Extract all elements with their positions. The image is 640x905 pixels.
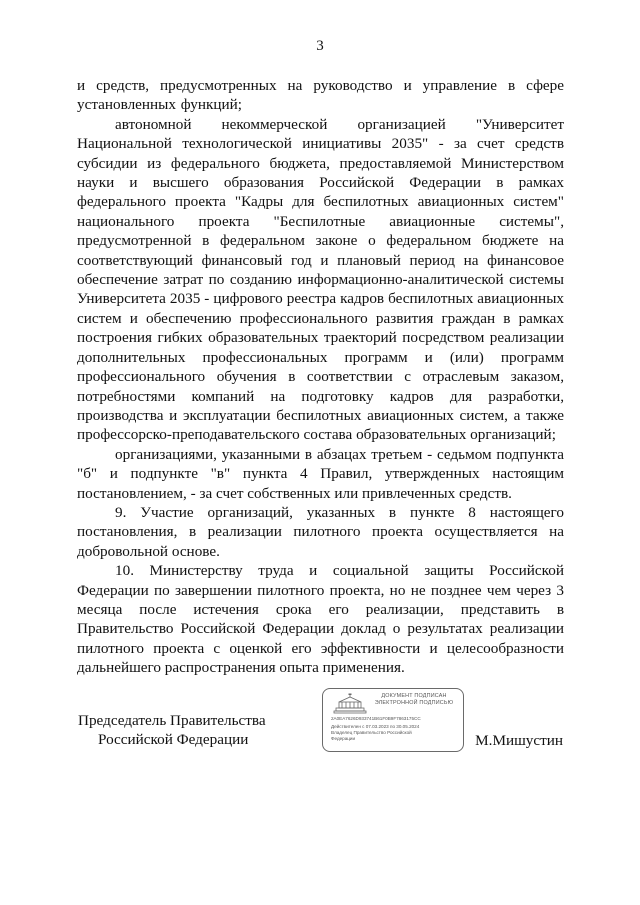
government-building-icon: [333, 693, 367, 715]
signatory-position-line2: Российской Федерации: [98, 731, 249, 749]
paragraph-funding-sources: и средств, предусмотренных на руководство и управление в сфере установленных функций;: [77, 77, 564, 114]
page-number: 3: [316, 38, 324, 54]
paragraph-item-10: 10. Министерству труда и социальной защиты Российской Федерации по завершении пилотного проекта, но не позднее чем через 3 месяца после истечения срока его реализации, представить в Правительство Российской Федерации доклад о результатах реализации пилотного проекта с оценкой его эффективности и целесообразности дальнейшего распространения опыта применения.: [77, 562, 564, 677]
stamp-title-line1: ДОКУМЕНТ ПОДПИСАН: [381, 693, 447, 699]
stamp-certificate-number: 2A0EA7626D933741B61F0B9F7863175CC: [331, 716, 421, 721]
document-body: [77, 76, 564, 678]
paragraph-item-9: 9. Участие организаций, указанных в пункте 8 настоящего постановления, в реализации пилотного проекта осуществляется на добровольной основе.: [77, 503, 564, 560]
paragraph-organizations-own-funds: организациями, указанными в абзацах третьем - седьмом подпункта "б" и подпункте "в" пункта 4 Правил, утвержденных настоящим постановлением, - за счет собственных или привлеченных средств.: [77, 445, 564, 502]
paragraph-university-2035: автономной некоммерческой организацией "Университет Национальной технологической инициативы 2035" - за счет средств субсидии из федерального бюджета, предоставляемой Министерством науки и высшего образования Российской Федерации в рамках федерального проекта "Кадры для беспилотных авиационных систем" национального проекта "Беспилотные авиационные системы", предусмотренной в федеральном законе о федеральном бюджете на соответствующий финансовый год и плановый период на финансовое обеспечение затрат по созданию информационно-аналитической системы Университета 2035 - цифрового реестра кадров беспилотных авиационных систем и обеспечению профессионального развития граждан в рамках построения гибких образовательных траекторий посредством реализации дополнительных профессиональных программ и (или) программ профессионального обучения в соответствии с отраслевым заказом, потребностями компаний на подготовку кадров для разработки, производства и эксплуатации беспилотных авиационных систем, а также профессорско-преподавательского состава образовательных организаций;: [77, 115, 564, 444]
stamp-title-line2: ЭЛЕКТРОННОЙ ПОДПИСЬЮ: [374, 700, 454, 706]
electronic-signature-stamp: [322, 688, 464, 752]
stamp-title: [367, 693, 461, 707]
stamp-validity: Действителен с 07.03.2023 по 30.05.2024: [331, 724, 420, 729]
signatory-position: [78, 711, 278, 750]
stamp-owner-line1: Владелец Правительство Российской: [331, 730, 412, 735]
signatory-name: М.Мишустин: [475, 732, 563, 749]
stamp-owner-line2: Федерации: [331, 736, 356, 741]
signatory-position-line1: Председатель Правительства: [78, 712, 266, 729]
